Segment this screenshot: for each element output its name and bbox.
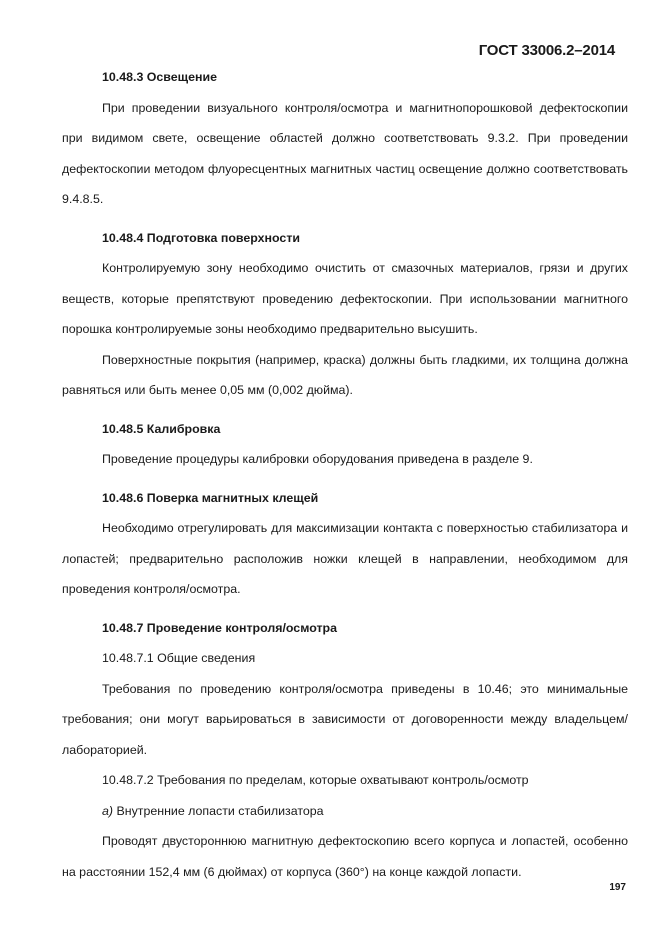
list-marker-a: а) [102,803,114,818]
paragraph-general-requirements: Требования по проведению контроля/осмотра приведены в 10.46; это минимальные требования; они могут варьироваться в зависимости от договоренности между владельцем/лабораторией. [62,681,628,757]
section-heading-10-48-3: 10.48.3 Освещение [102,70,217,84]
page-body [62,62,628,887]
subsection-heading-10-48-7-2: 10.48.7.2 Требования по пределам, которые охватывают контроль/осмотр [102,773,529,787]
section-heading-10-48-7: 10.48.7 Проведение контроля/осмотра [102,620,337,635]
paragraph-calibration: Проведение процедуры калибровки оборудования приведена в разделе 9. [102,452,533,466]
subsection-heading-10-48-7-1: 10.48.7.1 Общие сведения [102,651,256,665]
paragraph-clamp-check: Необходимо отрегулировать для максимизации контакта с поверхностью стабилизатора и лопастей; предварительно расположив ножки клещей в направлении, необходимом для проведения контроля/осмотра. [62,521,628,596]
paragraph-surface-coatings: Поверхностные покрытия (например, краска) должны быть гладкими, их толщина должна равняться или быть менее 0,05 мм (0,002 дюйма). [62,352,628,397]
page-number: 197 [609,882,626,893]
paragraph-surface-cleaning: Контролируемую зону необходимо очистить от смазочных материалов, грязи и других веществ, которые препятствуют проведению дефектоскопии. При использовании магнитного порошка контролируемые зоны необходимо предварительно высушить. [62,261,628,336]
section-heading-10-48-4: 10.48.4 Подготовка поверхности [102,230,301,245]
section-heading-10-48-6: 10.48.6 Поверка магнитных клещей [102,490,319,505]
paragraph-lighting: При проведении визуального контроля/осмотра и магнитнопорошковой дефектоскопии при видимом свете, освещение областей должно соответствовать 9.3.2. При проведении дефектоскопии методом флуоресцентных магнитных частиц освещение должно соответствовать 9.4.8.5. [62,100,628,206]
section-heading-10-48-5: 10.48.5 Калибровка [102,421,221,436]
paragraph-inspection-scope: Проводят двустороннюю магнитную дефектоскопию всего корпуса и лопастей, особенно на расстоянии 152,4 мм (6 дюймах) от корпуса (360°) на конце каждой лопасти. [62,834,628,879]
document-header-code: ГОСТ 33006.2–2014 [478,42,615,59]
list-item-a-text: Внутренние лопасти стабилизатора [113,803,324,818]
list-item-a [62,796,628,827]
